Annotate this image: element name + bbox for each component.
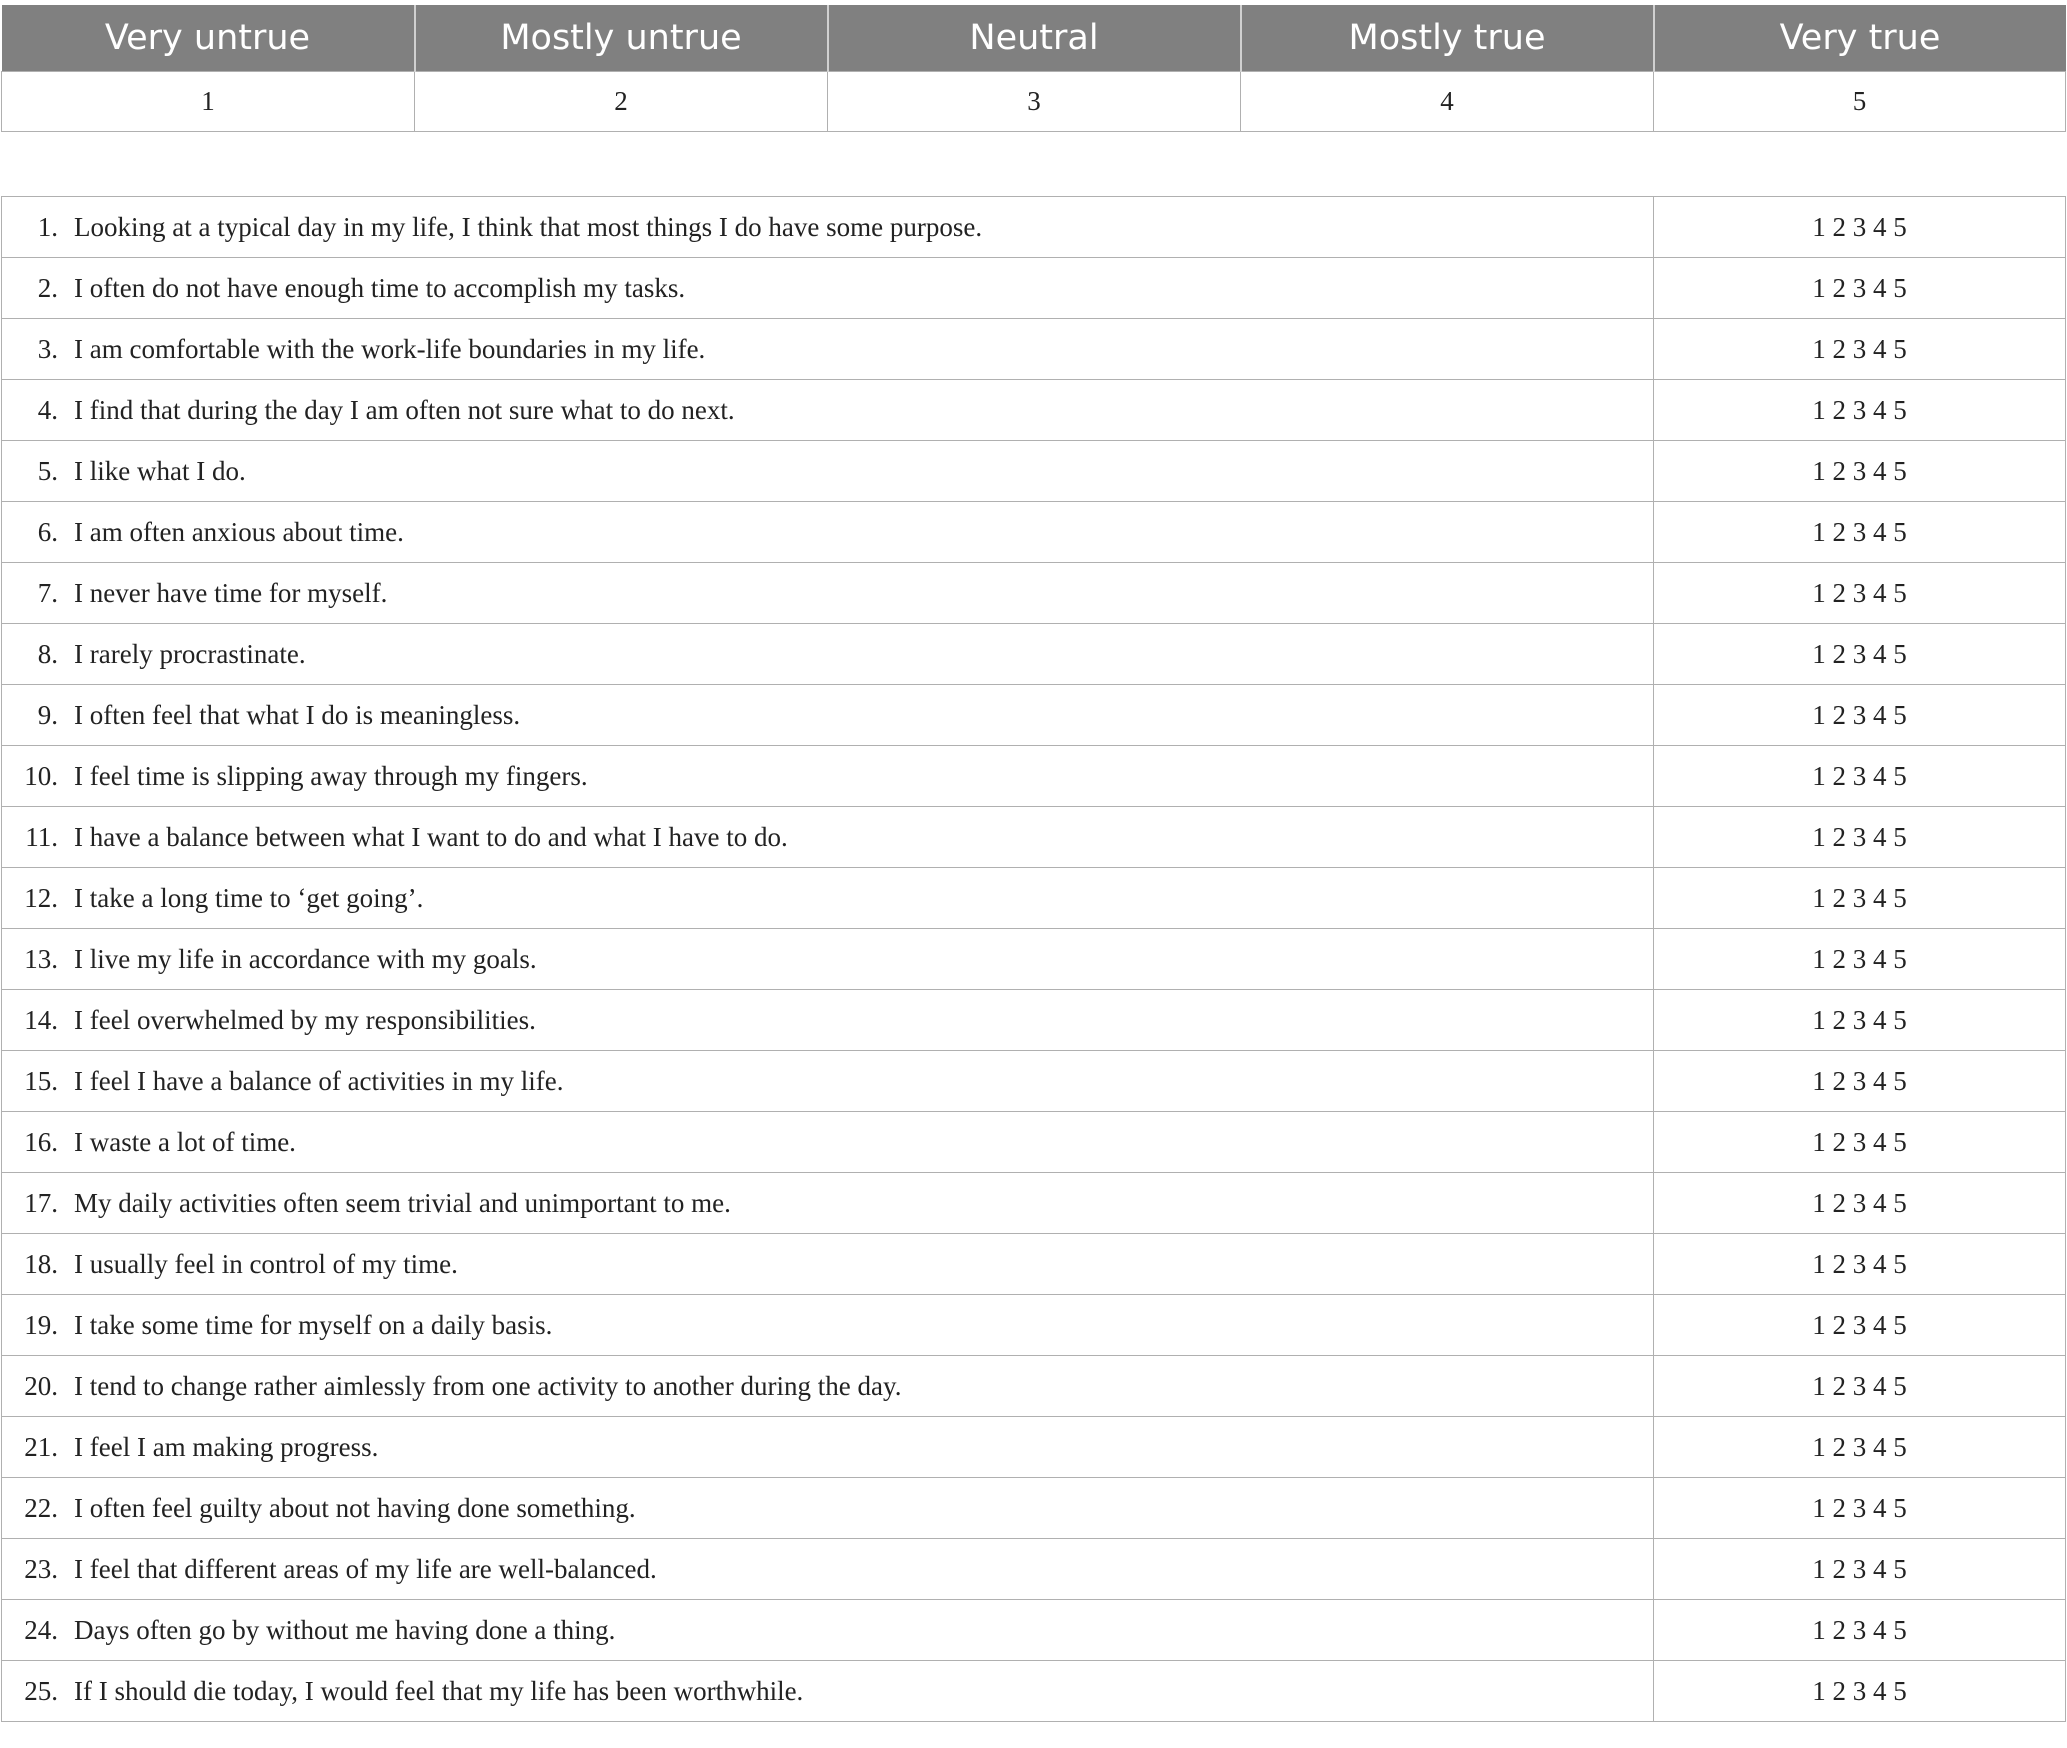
item-rating-options[interactable]: 1 2 3 4 5	[1654, 319, 2066, 380]
item-statement	[2, 746, 1654, 807]
table-row	[2, 1051, 2066, 1112]
item-text: I feel overwhelmed by my responsibilities.	[74, 1004, 536, 1035]
item-rating-options[interactable]: 1 2 3 4 5	[1654, 1051, 2066, 1112]
item-number: 4.	[37, 394, 58, 425]
item-text: I feel I have a balance of activities in my life.	[74, 1065, 564, 1096]
item-rating-options[interactable]: 1 2 3 4 5	[1654, 1478, 2066, 1539]
rating-scale-table	[1, 5, 2066, 132]
item-rating-options[interactable]: 1 2 3 4 5	[1654, 1173, 2066, 1234]
table-row	[2, 1539, 2066, 1600]
item-rating-options[interactable]: 1 2 3 4 5	[1654, 868, 2066, 929]
item-text: I take some time for myself on a daily basis.	[74, 1309, 553, 1340]
item-statement	[2, 624, 1654, 685]
item-number: 11.	[25, 821, 58, 852]
scale-header-neutral: Neutral	[828, 5, 1241, 72]
item-text: I like what I do.	[74, 455, 246, 486]
item-rating-options[interactable]: 1 2 3 4 5	[1654, 1295, 2066, 1356]
item-rating-options[interactable]: 1 2 3 4 5	[1654, 502, 2066, 563]
item-text: I never have time for myself.	[74, 577, 388, 608]
item-number: 13.	[24, 943, 58, 974]
item-text: My daily activities often seem trivial and unimportant to me.	[74, 1187, 731, 1218]
item-statement	[2, 1539, 1654, 1600]
item-statement	[2, 380, 1654, 441]
item-rating-options[interactable]: 1 2 3 4 5	[1654, 929, 2066, 990]
table-row	[2, 1478, 2066, 1539]
table-row	[2, 1661, 2066, 1722]
item-number: 16.	[24, 1126, 58, 1157]
item-text: I rarely procrastinate.	[74, 638, 306, 669]
item-text: I live my life in accordance with my goals.	[74, 943, 537, 974]
item-text: I have a balance between what I want to do and what I have to do.	[74, 821, 788, 852]
item-text: If I should die today, I would feel that my life has been worthwhile.	[74, 1675, 804, 1706]
item-number: 20.	[24, 1370, 58, 1401]
item-number: 24.	[24, 1614, 58, 1645]
item-rating-options[interactable]: 1 2 3 4 5	[1654, 197, 2066, 258]
item-rating-options[interactable]: 1 2 3 4 5	[1654, 380, 2066, 441]
item-rating-options[interactable]: 1 2 3 4 5	[1654, 1234, 2066, 1295]
item-statement	[2, 1051, 1654, 1112]
table-row	[2, 380, 2066, 441]
item-text: I tend to change rather aimlessly from one activity to another during the day.	[74, 1370, 902, 1401]
table-row	[2, 441, 2066, 502]
scale-values-row	[2, 72, 2066, 132]
scale-header-mostly-untrue: Mostly untrue	[415, 5, 828, 72]
item-text: I take a long time to ‘get going’.	[74, 882, 424, 913]
item-text: I find that during the day I am often not sure what to do next.	[74, 394, 735, 425]
scale-value: 5	[1654, 72, 2066, 132]
item-number: 10.	[24, 760, 58, 791]
table-row	[2, 746, 2066, 807]
table-row	[2, 685, 2066, 746]
item-text: I often feel guilty about not having done something.	[74, 1492, 636, 1523]
item-number: 14.	[24, 1004, 58, 1035]
item-statement	[2, 258, 1654, 319]
item-number: 17.	[24, 1187, 58, 1218]
table-row	[2, 1417, 2066, 1478]
item-number: 22.	[24, 1492, 58, 1523]
table-row	[2, 929, 2066, 990]
item-statement	[2, 319, 1654, 380]
item-statement	[2, 197, 1654, 258]
table-row	[2, 319, 2066, 380]
item-number: 6.	[37, 516, 58, 547]
table-row	[2, 1600, 2066, 1661]
scale-value: 3	[828, 72, 1241, 132]
item-rating-options[interactable]: 1 2 3 4 5	[1654, 807, 2066, 868]
table-row	[2, 563, 2066, 624]
items-body	[2, 197, 2066, 1722]
item-text: I am comfortable with the work-life boundaries in my life.	[74, 333, 706, 364]
item-rating-options[interactable]: 1 2 3 4 5	[1654, 1356, 2066, 1417]
item-text: I feel I am making progress.	[74, 1431, 379, 1462]
table-row	[2, 502, 2066, 563]
item-number: 2.	[37, 272, 58, 303]
item-statement	[2, 1112, 1654, 1173]
item-rating-options[interactable]: 1 2 3 4 5	[1654, 1600, 2066, 1661]
scale-header-mostly-true: Mostly true	[1241, 5, 1654, 72]
item-text: I am often anxious about time.	[74, 516, 404, 547]
item-number: 7.	[37, 577, 58, 608]
item-statement	[2, 929, 1654, 990]
item-number: 18.	[24, 1248, 58, 1279]
item-rating-options[interactable]: 1 2 3 4 5	[1654, 1539, 2066, 1600]
item-rating-options[interactable]: 1 2 3 4 5	[1654, 990, 2066, 1051]
item-rating-options[interactable]: 1 2 3 4 5	[1654, 1112, 2066, 1173]
item-rating-options[interactable]: 1 2 3 4 5	[1654, 563, 2066, 624]
item-rating-options[interactable]: 1 2 3 4 5	[1654, 1661, 2066, 1722]
scale-value: 1	[2, 72, 415, 132]
table-row	[2, 990, 2066, 1051]
item-text: I often do not have enough time to accomplish my tasks.	[74, 272, 686, 303]
item-text: I feel that different areas of my life are well-balanced.	[74, 1553, 657, 1584]
item-number: 25.	[24, 1675, 58, 1706]
table-row	[2, 1356, 2066, 1417]
table-row	[2, 624, 2066, 685]
item-text: I waste a lot of time.	[74, 1126, 296, 1157]
item-number: 8.	[37, 638, 58, 669]
item-number: 5.	[37, 455, 58, 486]
item-text: I usually feel in control of my time.	[74, 1248, 458, 1279]
item-statement	[2, 1600, 1654, 1661]
item-rating-options[interactable]: 1 2 3 4 5	[1654, 441, 2066, 502]
table-row	[2, 197, 2066, 258]
item-number: 12.	[24, 882, 58, 913]
item-statement	[2, 563, 1654, 624]
item-number: 21.	[24, 1431, 58, 1462]
item-statement	[2, 685, 1654, 746]
item-statement	[2, 990, 1654, 1051]
scale-header-row	[2, 5, 2066, 72]
item-number: 1.	[37, 211, 58, 242]
table-row	[2, 1234, 2066, 1295]
item-text: Looking at a typical day in my life, I think that most things I do have some purpose.	[74, 211, 983, 242]
item-rating-options[interactable]: 1 2 3 4 5	[1654, 258, 2066, 319]
scale-header-very-untrue: Very untrue	[2, 5, 415, 72]
item-rating-options[interactable]: 1 2 3 4 5	[1654, 685, 2066, 746]
scale-value: 2	[415, 72, 828, 132]
table-row	[2, 868, 2066, 929]
table-row	[2, 1295, 2066, 1356]
item-rating-options[interactable]: 1 2 3 4 5	[1654, 624, 2066, 685]
item-statement	[2, 807, 1654, 868]
scale-header-very-true: Very true	[1654, 5, 2066, 72]
item-statement	[2, 868, 1654, 929]
item-number: 23.	[24, 1553, 58, 1584]
item-statement	[2, 1478, 1654, 1539]
item-statement	[2, 1661, 1654, 1722]
table-row	[2, 1112, 2066, 1173]
item-statement	[2, 1417, 1654, 1478]
item-number: 15.	[24, 1065, 58, 1096]
scale-value: 4	[1241, 72, 1654, 132]
item-text: I often feel that what I do is meaningless.	[74, 699, 521, 730]
item-number: 3.	[37, 333, 58, 364]
item-statement	[2, 1173, 1654, 1234]
item-text: I feel time is slipping away through my fingers.	[74, 760, 588, 791]
questionnaire-items-table	[1, 196, 2066, 1722]
item-rating-options[interactable]: 1 2 3 4 5	[1654, 1417, 2066, 1478]
item-number: 9.	[37, 699, 58, 730]
table-row	[2, 258, 2066, 319]
item-statement	[2, 1234, 1654, 1295]
table-row	[2, 1173, 2066, 1234]
item-number: 19.	[24, 1309, 58, 1340]
item-text: Days often go by without me having done a thing.	[74, 1614, 616, 1645]
item-statement	[2, 1356, 1654, 1417]
table-row	[2, 807, 2066, 868]
item-statement	[2, 441, 1654, 502]
item-statement	[2, 502, 1654, 563]
item-statement	[2, 1295, 1654, 1356]
item-rating-options[interactable]: 1 2 3 4 5	[1654, 746, 2066, 807]
